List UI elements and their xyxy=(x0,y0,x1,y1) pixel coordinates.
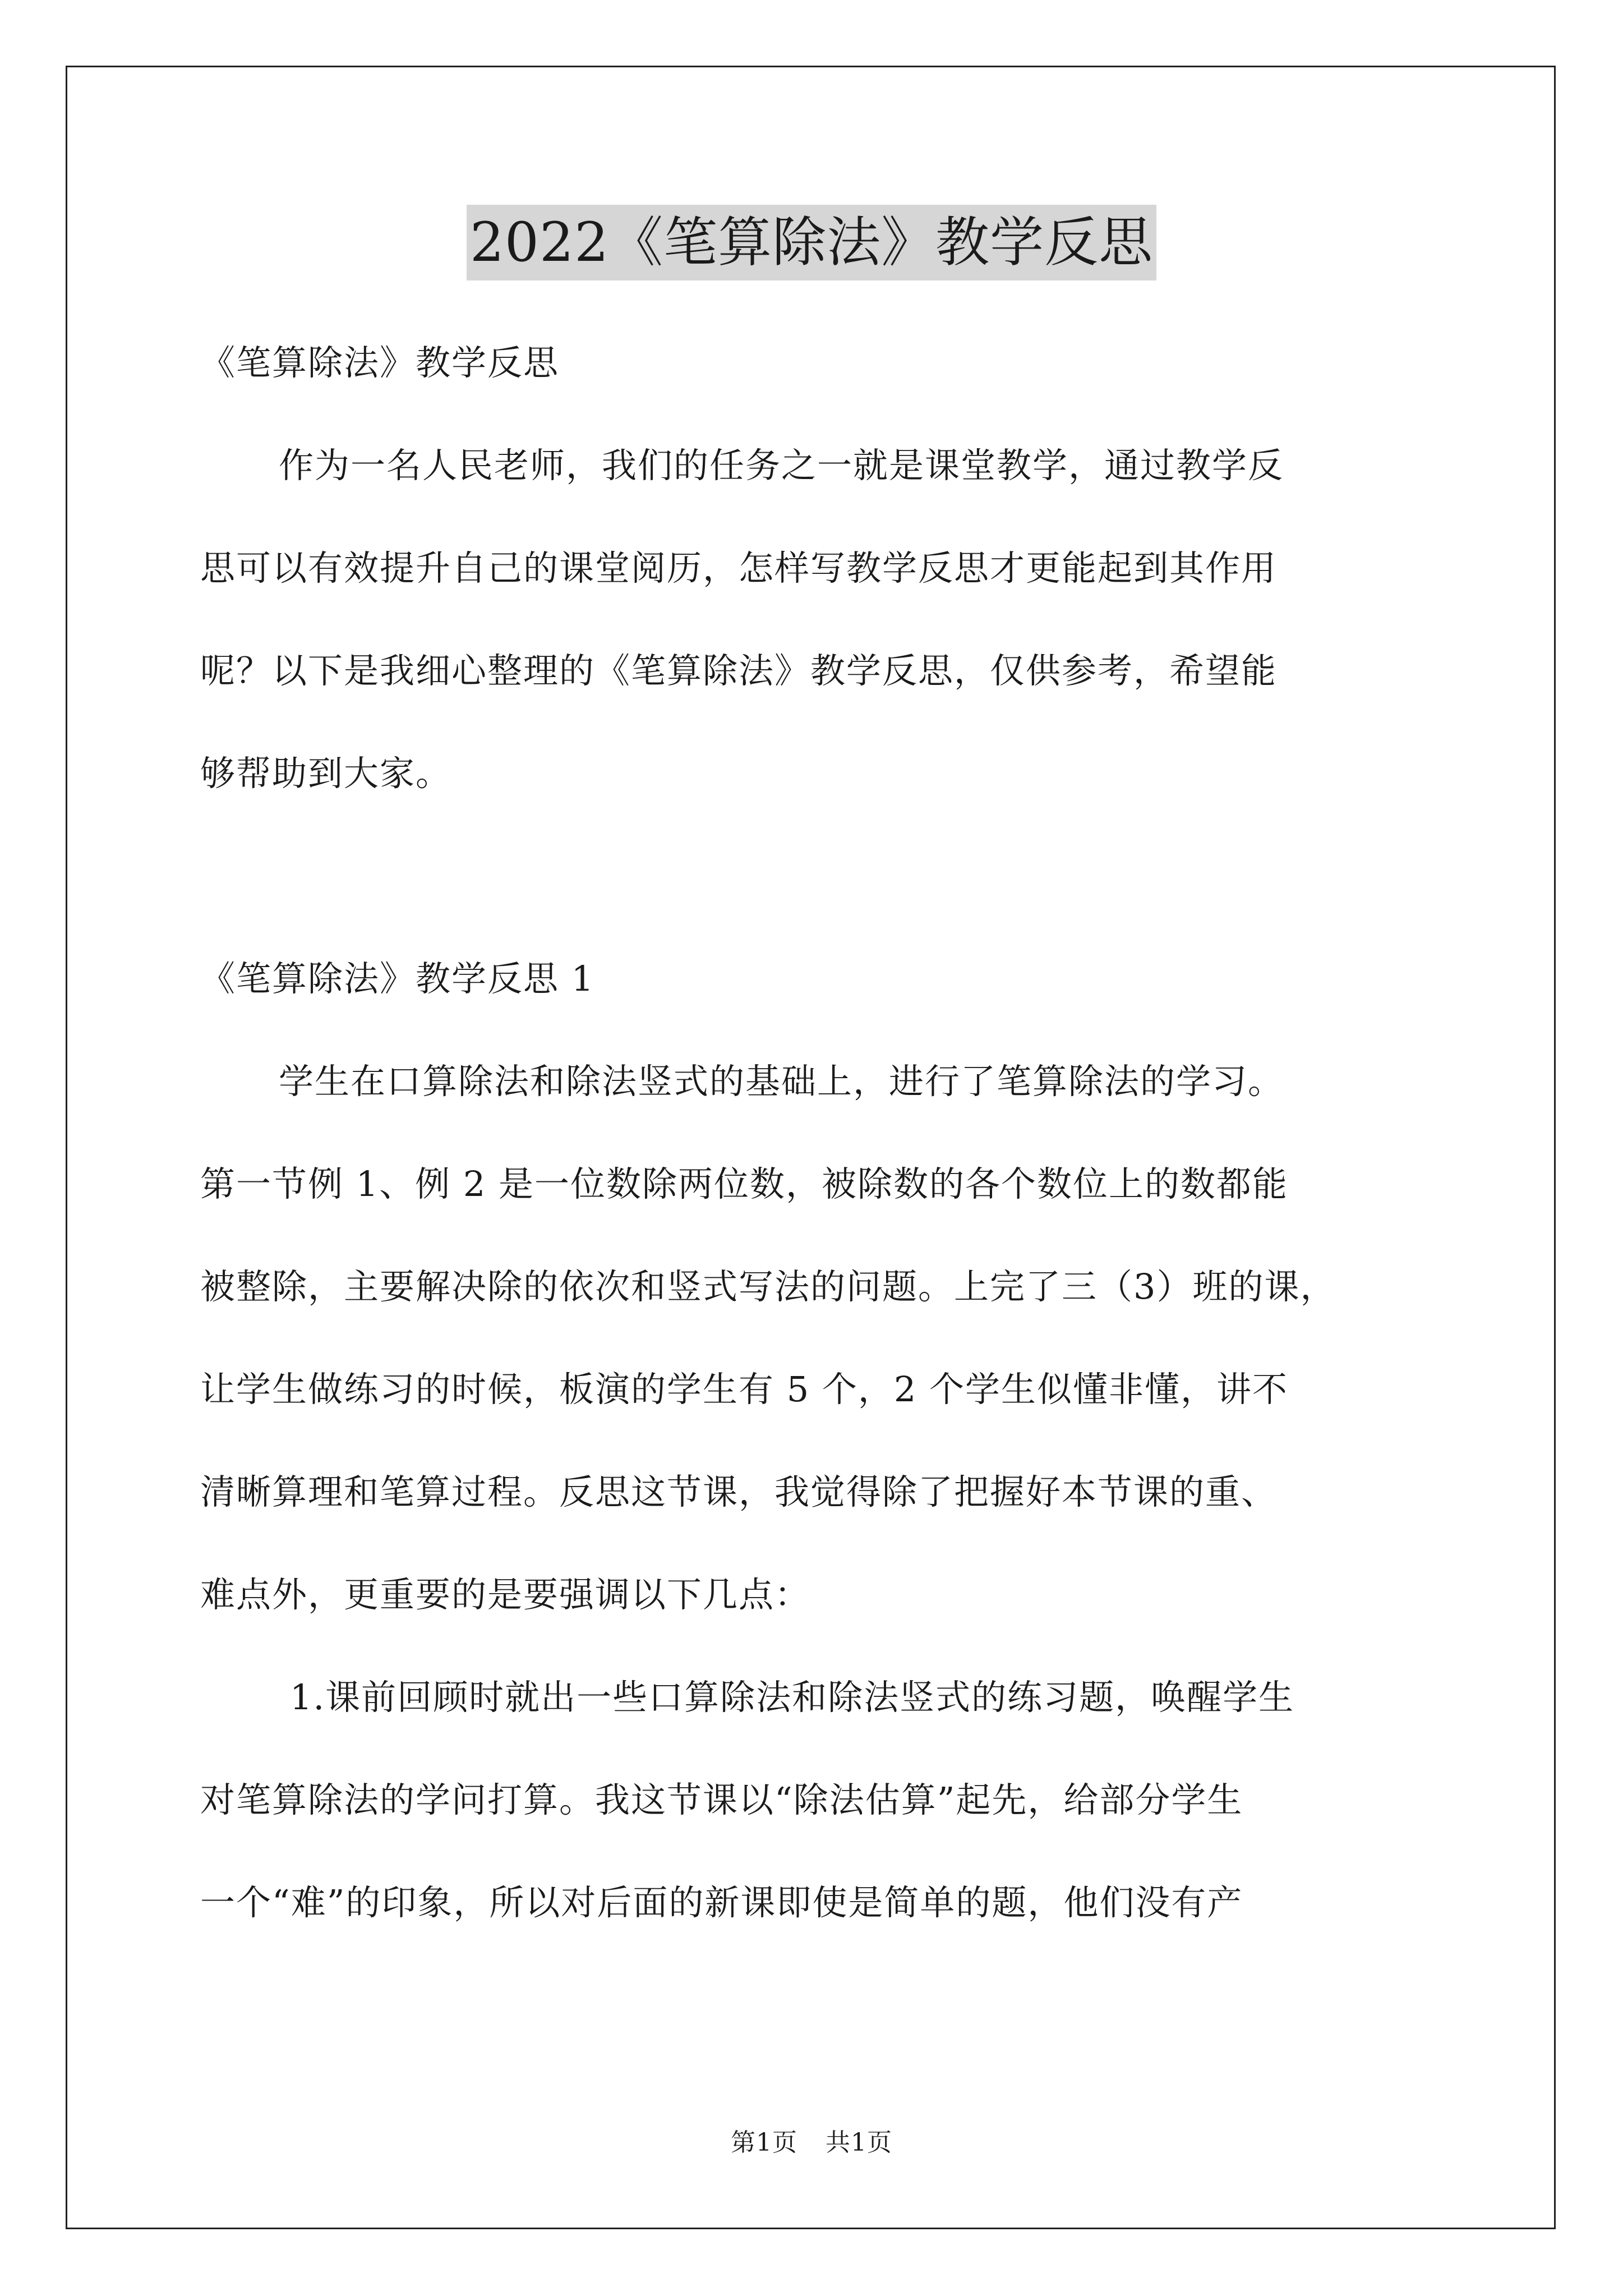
page-number-current: 第1页 xyxy=(731,2128,797,2157)
page-number-total: 共1页 xyxy=(826,2128,892,2157)
section-line: 难点外，更重要的是要强调以下几点： xyxy=(200,1574,811,1615)
paragraph-gap xyxy=(200,825,1434,927)
section-line: 第一节例 1、例 2 是一位数除两位数，被除数的各个数位上的数都能 xyxy=(200,1163,1289,1204)
intro-line: 作为一名人民老师，我们的任务之一就是课堂教学，通过教学反 xyxy=(279,445,1284,486)
page-footer xyxy=(0,2126,1623,2160)
point-line: 对笔算除法的学问打算。我这节课以“除法估算”起先，给部分学生 xyxy=(200,1779,1243,1820)
intro-line: 够帮助到大家。 xyxy=(200,753,452,794)
document-title: 2022《笔算除法》教学反思 xyxy=(467,205,1156,280)
title-container xyxy=(0,205,1623,280)
section-line: 学生在口算除法和除法竖式的基础上，进行了笔算除法的学习。 xyxy=(279,1061,1284,1102)
point-line: 一个“难”的印象，所以对后面的新课即使是简单的题，他们没有产 xyxy=(200,1882,1243,1923)
section-line: 被整除，主要解决除的依次和竖式写法的问题。上完了三（3）班的课， xyxy=(200,1266,1336,1307)
section-line: 让学生做练习的时候，板演的学生有 5 个，2 个学生似懂非懂，讲不 xyxy=(200,1369,1289,1410)
point-line: 1.课前回顾时就出一些口算除法和除法竖式的练习题，唤醒学生 xyxy=(290,1677,1295,1718)
intro-line: 呢？以下是我细心整理的《笔算除法》教学反思，仅供参考，希望能 xyxy=(200,650,1278,691)
section-line: 清晰算理和笔算过程。反思这节课，我觉得除了把握好本节课的重、 xyxy=(200,1471,1278,1512)
intro-line: 思可以有效提升自己的课堂阅历，怎样写教学反思才更能起到其作用 xyxy=(200,547,1278,588)
section-heading: 《笔算除法》教学反思 1 xyxy=(200,958,595,999)
document-body xyxy=(200,311,1434,1954)
subheading: 《笔算除法》教学反思 xyxy=(200,342,560,383)
